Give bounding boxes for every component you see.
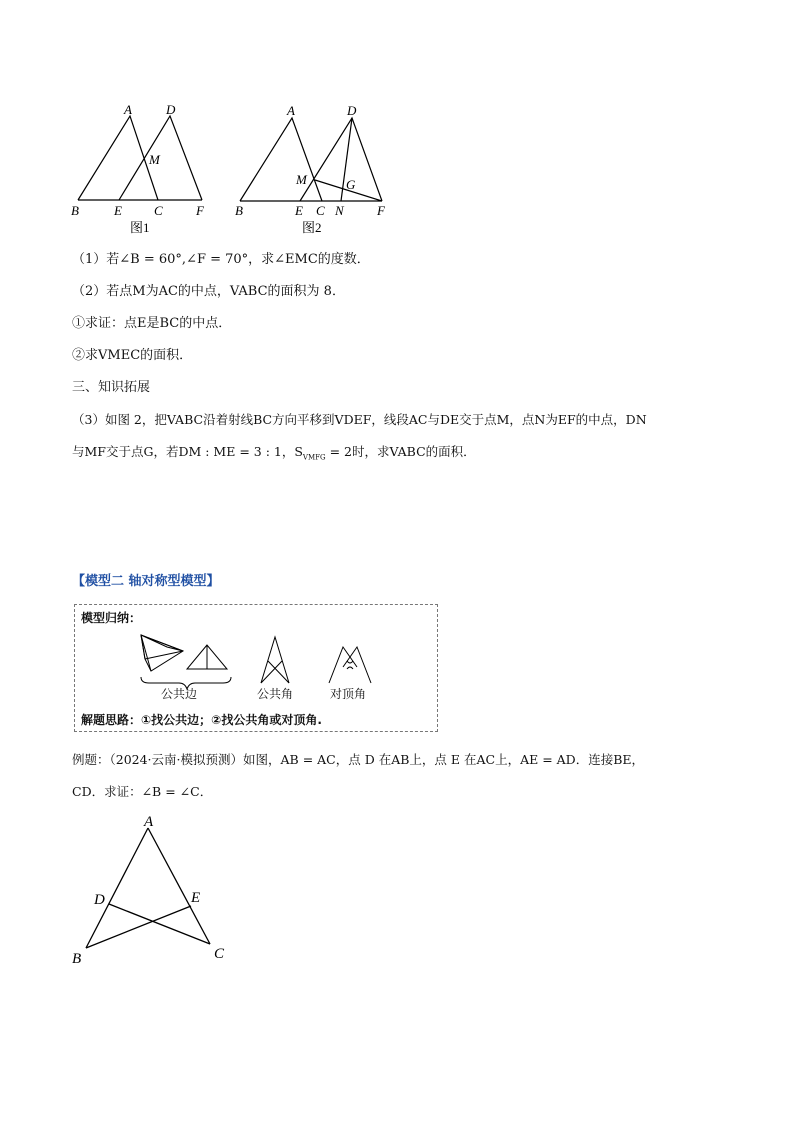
label-a: A bbox=[287, 103, 295, 118]
label-f: F bbox=[377, 203, 385, 218]
figure-2-caption: 图2 bbox=[302, 220, 322, 235]
example-figure bbox=[60, 808, 240, 978]
question-3-line-2 bbox=[72, 442, 476, 468]
section-3-title: 三、知识拓展 bbox=[72, 380, 151, 395]
side-ab bbox=[86, 828, 148, 948]
vertical-angle-figure bbox=[329, 647, 371, 683]
label-e: E bbox=[295, 203, 303, 218]
question-2-part-1: ①求证：点E是BC的中点． bbox=[72, 316, 232, 331]
model-summary-box bbox=[74, 604, 438, 732]
label-d: D bbox=[94, 892, 105, 908]
label-a: A bbox=[144, 814, 154, 830]
label-f: F bbox=[196, 203, 204, 218]
figure-1 bbox=[66, 100, 216, 240]
question-2-part-2: ②求VMEC的面积． bbox=[72, 348, 193, 363]
area-subscript: VMFG bbox=[302, 453, 326, 462]
label-a: A bbox=[124, 102, 132, 117]
common-angle-figure bbox=[261, 637, 289, 683]
label-vertical-angle: 对顶角 bbox=[330, 687, 367, 701]
label-c: C bbox=[154, 203, 163, 218]
example-line-1: 例题：（2024·云南·模拟预测）如图，AB = AC，点 D 在AB上，点 E 在AC上，AE = AD．连接BE， bbox=[72, 752, 645, 767]
figure-1-caption: 图1 bbox=[130, 220, 150, 235]
triangle-def bbox=[119, 116, 202, 200]
label-c: C bbox=[214, 946, 225, 962]
label-g: G bbox=[346, 177, 356, 192]
common-side-figure-2 bbox=[187, 645, 227, 669]
triangle-abc bbox=[78, 116, 158, 200]
question-3-text: 与MF交于点G，若DM : ME = 3 : 1，S bbox=[72, 444, 303, 459]
label-b: B bbox=[235, 203, 243, 218]
label-e: E bbox=[191, 890, 201, 906]
label-b: B bbox=[71, 203, 79, 218]
label-d: D bbox=[166, 102, 176, 117]
side-ac bbox=[148, 828, 210, 944]
figure-2 bbox=[228, 100, 398, 240]
model-2-heading: 【模型二 轴对称型模型】 bbox=[72, 574, 220, 589]
label-m: M bbox=[149, 152, 160, 167]
label-common-angle: 公共角 bbox=[257, 687, 294, 701]
triangle-abc bbox=[240, 118, 322, 201]
label-m: M bbox=[296, 172, 307, 187]
label-b: B bbox=[72, 951, 82, 967]
label-c: C bbox=[316, 203, 325, 218]
segment-be bbox=[86, 906, 191, 948]
question-1: （1）若∠B = 60°,∠F = 70°，求∠EMC的度数． bbox=[72, 252, 370, 267]
model-diagrams bbox=[75, 627, 437, 707]
label-common-side: 公共边 bbox=[161, 687, 198, 701]
segment-cd bbox=[109, 904, 210, 944]
question-3-line-1: （3）如图 2，把VABC沿着射线BC方向平移到VDEF，线段AC与DE交于点M，点N为EF的中点，DN bbox=[72, 412, 647, 427]
box-title: 模型归纳： bbox=[81, 611, 142, 625]
solution-approach: 解题思路：①找公共边；②找公共角或对顶角. bbox=[81, 713, 322, 727]
example-line-2: CD．求证：∠B = ∠C． bbox=[72, 784, 213, 799]
question-3-end: = 2时，求VABC的面积． bbox=[325, 444, 476, 459]
label-d: D bbox=[347, 103, 357, 118]
label-e: E bbox=[114, 203, 122, 218]
label-n: N bbox=[335, 203, 344, 218]
common-side-figure-1 bbox=[141, 635, 183, 671]
question-2: （2）若点M为AC的中点，VABC的面积为 8． bbox=[72, 284, 345, 299]
